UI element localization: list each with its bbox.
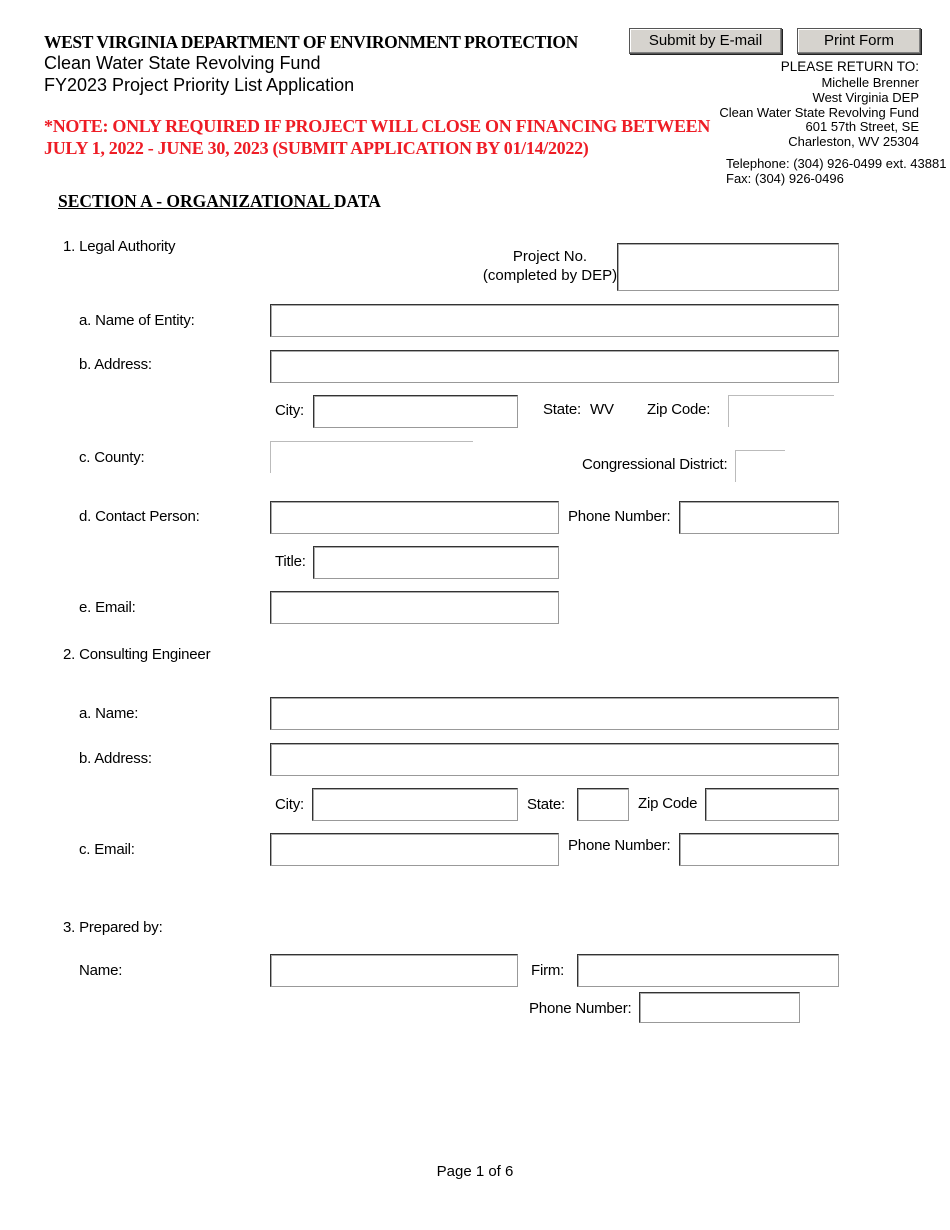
engineer-phone-label: Phone Number: xyxy=(568,837,671,854)
section-a-title xyxy=(58,191,381,212)
engineer-address-label: b. Address: xyxy=(79,750,152,767)
page-number: Page 1 of 6 xyxy=(436,1163,514,1180)
contact-person-label: d. Contact Person: xyxy=(79,508,200,525)
section-a-title-underlined: SECTION A - ORGANIZATIONAL xyxy=(58,191,334,211)
phone-number-field[interactable] xyxy=(679,501,839,534)
return-to-line: 601 57th Street, SE xyxy=(805,119,919,134)
address-field[interactable] xyxy=(270,350,839,383)
title-label: Title: xyxy=(275,553,306,570)
preparer-firm-field[interactable] xyxy=(577,954,839,987)
congressional-district-field[interactable] xyxy=(735,450,785,482)
preparer-phone-label: Phone Number: xyxy=(529,1000,632,1017)
project-no-field[interactable] xyxy=(617,243,839,291)
prepared-by-heading: 3. Prepared by: xyxy=(63,919,163,936)
engineer-state-label: State: xyxy=(527,796,565,813)
submit-by-email-button[interactable]: Submit by E-mail xyxy=(629,28,782,54)
engineer-name-label: a. Name: xyxy=(79,705,139,722)
preparer-phone-field[interactable] xyxy=(639,992,800,1023)
preparer-firm-label: Firm: xyxy=(531,962,565,979)
email-label: e. Email: xyxy=(79,599,136,616)
city-label: City: xyxy=(275,402,305,419)
phone-number-label: Phone Number: xyxy=(568,508,671,525)
legal-authority-heading: 1. Legal Authority xyxy=(63,238,176,255)
engineer-email-label: c. Email: xyxy=(79,841,135,858)
engineer-state-field[interactable] xyxy=(577,788,629,821)
engineer-city-label: City: xyxy=(275,796,305,813)
zip-field[interactable] xyxy=(728,395,834,427)
program-name: Clean Water State Revolving Fund xyxy=(44,53,321,73)
engineer-zip-label: Zip Code xyxy=(638,795,698,812)
print-form-button[interactable]: Print Form xyxy=(797,28,921,54)
state-label: State: xyxy=(543,401,581,418)
return-to-heading: PLEASE RETURN TO: xyxy=(780,59,919,74)
telephone: Telephone: (304) 926-0499 ext. 43881 xyxy=(726,156,947,171)
agency-name: WEST VIRGINIA DEPARTMENT OF ENVIRONMENT PROTECTION xyxy=(44,32,578,52)
project-no-label-line2: (completed by DEP) xyxy=(482,267,618,284)
note-line-2: JULY 1, 2022 - JUNE 30, 2023 (SUBMIT APPLICATION BY 01/14/2022) xyxy=(44,138,589,158)
return-to-line: West Virginia DEP xyxy=(812,90,919,105)
return-to-line: Charleston, WV 25304 xyxy=(788,134,919,149)
return-to-line: Michelle Brenner xyxy=(821,75,919,90)
contact-person-field[interactable] xyxy=(270,501,559,534)
title-field[interactable] xyxy=(313,546,559,579)
zip-label: Zip Code: xyxy=(647,401,711,418)
city-field[interactable] xyxy=(313,395,518,428)
section-a-title-rest: DATA xyxy=(333,191,381,211)
county-label: c. County: xyxy=(79,449,145,466)
engineer-zip-field[interactable] xyxy=(705,788,839,821)
preparer-name-field[interactable] xyxy=(270,954,518,987)
note-line-1: *NOTE: ONLY REQUIRED IF PROJECT WILL CLOSE ON FINANCING BETWEEN xyxy=(44,116,711,136)
engineer-city-field[interactable] xyxy=(312,788,518,821)
return-to-line: Clean Water State Revolving Fund xyxy=(719,105,919,120)
engineer-name-field[interactable] xyxy=(270,697,839,730)
consulting-engineer-heading: 2. Consulting Engineer xyxy=(63,646,211,663)
engineer-phone-field[interactable] xyxy=(679,833,839,866)
project-no-label-line1: Project No. xyxy=(512,248,588,265)
engineer-email-field[interactable] xyxy=(270,833,559,866)
entity-name-field[interactable] xyxy=(270,304,839,337)
preparer-name-label: Name: xyxy=(79,962,123,979)
project-no-label xyxy=(482,247,618,285)
engineer-address-field[interactable] xyxy=(270,743,839,776)
email-field[interactable] xyxy=(270,591,559,624)
fax: Fax: (304) 926-0496 xyxy=(726,171,844,186)
entity-name-label: a. Name of Entity: xyxy=(79,312,195,329)
state-value: WV xyxy=(590,401,614,418)
address-label: b. Address: xyxy=(79,356,152,373)
application-title: FY2023 Project Priority List Application xyxy=(44,75,355,95)
congressional-district-label: Congressional District: xyxy=(582,456,728,473)
county-field[interactable] xyxy=(270,441,473,473)
